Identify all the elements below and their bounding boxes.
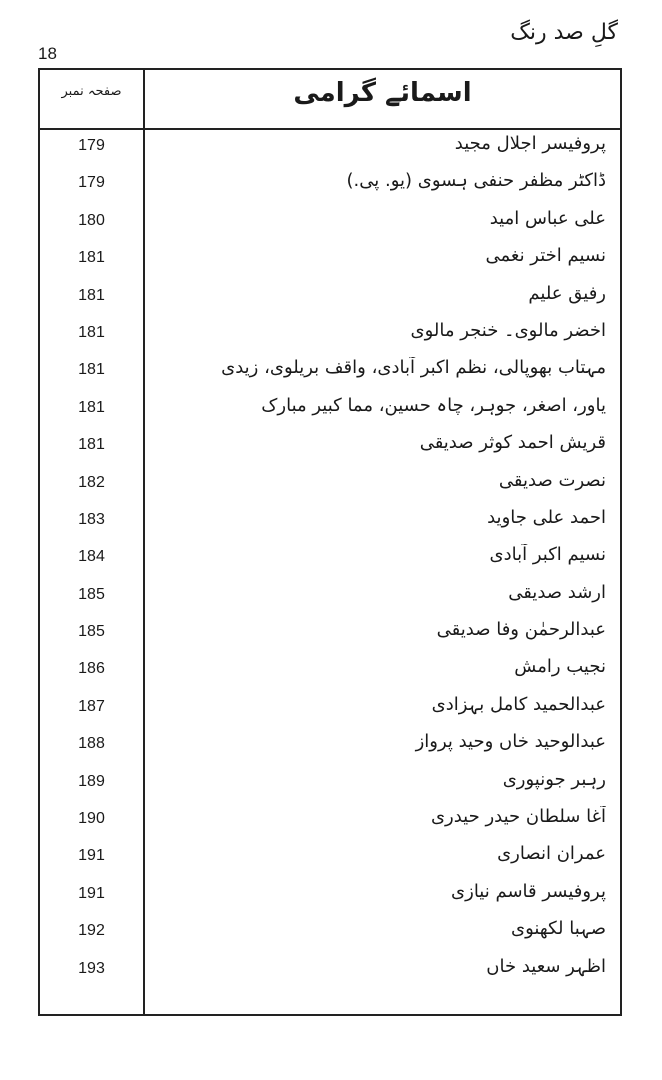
- table-row: [40, 653, 620, 690]
- table-row: [40, 130, 620, 167]
- table-row: [40, 167, 620, 204]
- table-row: [40, 878, 620, 915]
- entry-page-number: 181: [78, 436, 105, 454]
- entry-name: مہتاب بھوپالی، نظم اکبر آبادی، واقف بریلوی، زیدی: [221, 357, 606, 379]
- entry-page-number: 191: [78, 847, 105, 865]
- table-row: [40, 728, 620, 765]
- column-header-names: اسمائے گرامی: [293, 78, 472, 108]
- entry-name: رفیق علیم: [528, 282, 606, 304]
- table-row: [40, 280, 620, 317]
- entry-name: پروفیسر اجلال مجید: [454, 133, 606, 154]
- table-row: [40, 317, 620, 354]
- table-row: [40, 504, 620, 541]
- entry-page-number: 181: [78, 323, 105, 341]
- entry-page-number: 179: [78, 137, 105, 154]
- table-row: [40, 766, 620, 803]
- index-table: [38, 68, 622, 1016]
- entry-name: صہبا لکھنوی: [510, 918, 606, 940]
- table-row: [40, 691, 620, 728]
- table-rows: [40, 130, 620, 1014]
- table-row: [40, 242, 620, 279]
- entry-page-number: 182: [78, 473, 105, 491]
- table-row: [40, 915, 620, 952]
- entry-page-number: 181: [78, 286, 105, 304]
- entry-page-number: 179: [78, 174, 105, 192]
- entry-page-number: 185: [78, 585, 105, 603]
- entry-name: علی عباس امید: [489, 207, 606, 229]
- table-row: [40, 616, 620, 653]
- table-row: [40, 953, 620, 990]
- entry-name: عبدالوحید خاں وحید پرواز: [415, 731, 606, 753]
- entry-page-number: 191: [78, 884, 105, 902]
- entry-name: ارشد صدیقی: [508, 581, 606, 603]
- entry-name: نجیب رامش: [514, 656, 606, 678]
- entry-name: احمد علی جاوید: [487, 506, 606, 528]
- entry-name: نسیم اکبر آبادی: [489, 544, 606, 566]
- table-row: [40, 429, 620, 466]
- entry-name: نصرت صدیقی: [498, 469, 606, 491]
- entry-page-number: 190: [78, 810, 105, 828]
- entry-name: یاور، اصغر، جوہر، چاہ حسین، مما کبیر مبارک: [261, 394, 606, 416]
- entry-name: ڈاکٹر مظفر حنفی ہسوی (یو. پی.): [346, 170, 606, 192]
- table-row: [40, 392, 620, 429]
- entry-name: اظہر سعید خاں: [486, 955, 606, 977]
- entry-name: عبدالرحمٰن وفا صدیقی: [436, 619, 606, 641]
- entry-page-number: 188: [78, 735, 105, 753]
- table-row: [40, 354, 620, 391]
- column-header-page-number: صفحہ نمبر: [61, 84, 122, 99]
- table-row: [40, 840, 620, 877]
- entry-page-number: 185: [78, 623, 105, 641]
- entry-name: اخضر مالوی۔ خنجر مالوی: [410, 319, 606, 341]
- table-row: [40, 205, 620, 242]
- entry-page-number: 187: [78, 697, 105, 715]
- entry-page-number: 186: [78, 660, 105, 678]
- table-row: [40, 541, 620, 578]
- entry-name: آغا سلطان حیدر حیدری: [430, 806, 606, 828]
- entry-page-number: 181: [78, 398, 105, 416]
- entry-page-number: 183: [78, 510, 105, 528]
- entry-name: رہبر جونپوری: [502, 768, 606, 790]
- table-row: [40, 579, 620, 616]
- entry-name: عبدالحمید کامل بہزادی: [431, 693, 606, 715]
- entry-page-number: 180: [78, 211, 105, 229]
- entry-page-number: 181: [78, 249, 105, 267]
- entry-page-number: 189: [78, 772, 105, 790]
- entry-name: قریش احمد کوثر صدیقی: [419, 432, 606, 454]
- table-row: [40, 467, 620, 504]
- page-number: 18: [38, 44, 57, 63]
- running-header-title: گلِ صد رنگ: [510, 20, 618, 45]
- entry-name: عمران انصاری: [497, 843, 606, 865]
- entry-name: پروفیسر قاسم نیازی: [451, 880, 606, 902]
- entry-page-number: 193: [78, 959, 105, 977]
- table-row: [40, 803, 620, 840]
- entry-page-number: 192: [78, 922, 105, 940]
- entry-name: نسیم اختر نغمی: [485, 245, 606, 267]
- entry-page-number: 181: [78, 361, 105, 379]
- entry-page-number: 184: [78, 548, 105, 566]
